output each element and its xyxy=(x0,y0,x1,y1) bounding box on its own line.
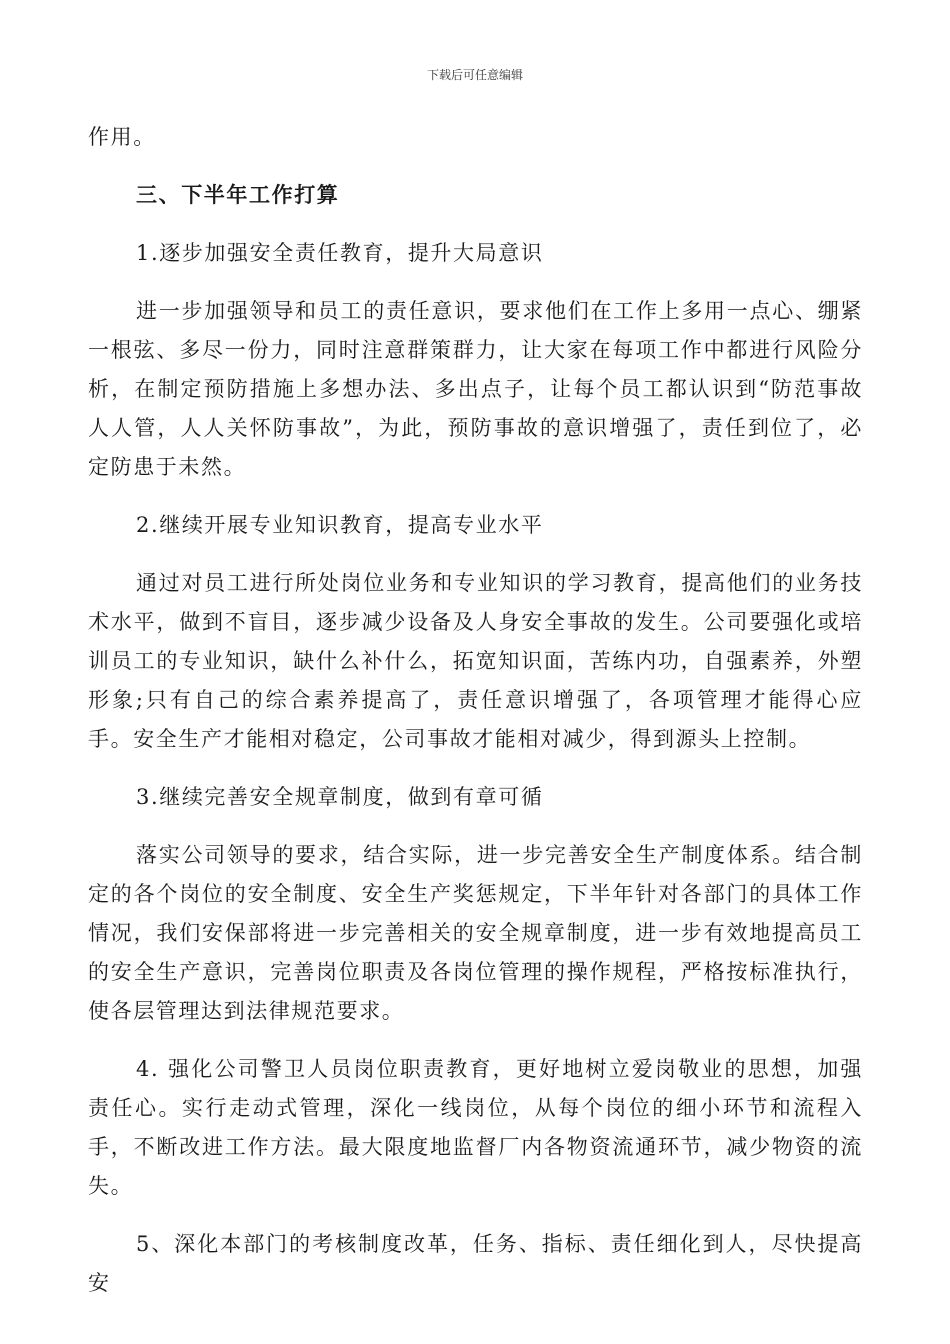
item-2-title: 2.继续开展专业知识教育，提高专业水平 xyxy=(136,513,544,537)
item-5-body: 5、深化本部门的考核制度改革，任务、指标、责任细化到人，尽快提高安 xyxy=(88,1232,863,1295)
item-2-body: 通过对员工进行所处岗位业务和专业知识的学习教育，提高他们的业务技术水平，做到不盲目，逐步减少设备及人身安全事故的发生。公司要强化或培训员工的专业知识，缺什么补什么，拓宽知识面，苦练内功，自强素养，外塑形象;只有自己的综合素养提高了，责任意识增强了，各项管理才能得心应手。安全生产才能相对稳定，公司事故才能相对减少，得到源头上控制。 xyxy=(88,571,863,751)
item-3-body: 落实公司领导的要求，结合实际，进一步完善安全生产制度体系。结合制定的各个岗位的安全制度、安全生产奖惩规定，下半年针对各部门的具体工作情况，我们安保部将进一步完善相关的安全规章制度，进一步有效地提高员工的安全生产意识，完善岗位职责及各岗位管理的操作规程，严格按标准执行，使各层管理达到法律规范要求。 xyxy=(88,843,863,1023)
item-3-title: 3.继续完善安全规章制度，做到有章可循 xyxy=(136,785,544,809)
section-heading: 三、下半年工作打算 xyxy=(136,183,340,207)
item-1-title: 1.逐步加强安全责任教育，提升大局意识 xyxy=(136,241,544,265)
continuation-paragraph: 作用。 xyxy=(88,125,156,149)
item-4-body: 4. 强化公司警卫人员岗位职责教育，更好地树立爱岗敬业的思想，加强责任心。实行走动式管理，深化一线岗位，从每个岗位的细小环节和流程入手，不断改进工作方法。最大限度地监督厂内各物资流通环节，减少物资的流失。 xyxy=(88,1057,863,1198)
item-1-body: 进一步加强领导和员工的责任意识，要求他们在工作上多用一点心、绷紧一根弦、多尽一份力，同时注意群策群力，让大家在每项工作中都进行风险分析，在制定预防措施上多想办法、多出点子，让每个员工都认识到“防范事故人人管，人人关怀防事故”，为此，预防事故的意识增强了，责任到位了，必定防患于未然。 xyxy=(88,299,863,479)
document-body xyxy=(88,118,863,1303)
page-header-note: 下载后可任意编辑 xyxy=(426,68,523,82)
